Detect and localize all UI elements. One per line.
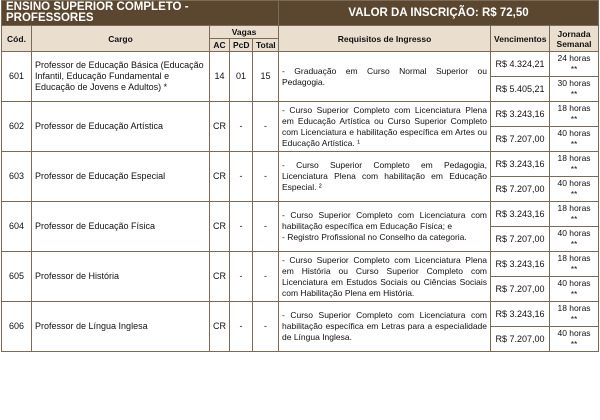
jornada-hours: 40 horas xyxy=(557,228,591,238)
cell-requisitos: - Curso Superior Completo com Licenciatura com habilitação específica em Letras para a especialidade de Língua Inglesa. xyxy=(279,302,491,352)
col-header-total: Total xyxy=(253,39,279,52)
col-header-jornada xyxy=(550,26,599,52)
cell-vencimento: R$ 4.324,21 xyxy=(491,52,550,77)
banner-row xyxy=(2,1,599,26)
jornada-hours: 40 horas xyxy=(557,178,591,188)
cell-cargo: Professor de Língua Inglesa xyxy=(32,302,210,352)
cell-vencimento: R$ 7.207,00 xyxy=(491,227,550,252)
cell-total: - xyxy=(253,152,279,202)
cell-ac: CR xyxy=(210,302,230,352)
jornada-note: ** xyxy=(570,214,578,224)
cell-cod: 601 xyxy=(2,52,32,102)
cell-pcd: - xyxy=(230,102,253,152)
cell-ac: 14 xyxy=(210,52,230,102)
registration-fee-title: VALOR DA INSCRIÇÃO: R$ 72,50 xyxy=(279,1,599,26)
cell-total: - xyxy=(253,202,279,252)
cell-cod: 602 xyxy=(2,102,32,152)
cell-cod: 603 xyxy=(2,152,32,202)
table-row xyxy=(2,102,599,127)
jornada-label-line1: Jornada xyxy=(557,28,591,39)
cell-pcd: - xyxy=(230,302,253,352)
cell-pcd: - xyxy=(230,252,253,302)
cell-vencimento: R$ 3.243,16 xyxy=(491,152,550,177)
table-row xyxy=(2,302,599,327)
jornada-hours: 40 horas xyxy=(557,328,591,338)
cell-vencimento: R$ 7.207,00 xyxy=(491,127,550,152)
jornada-note: ** xyxy=(570,64,578,74)
cell-vencimento: R$ 3.243,16 xyxy=(491,102,550,127)
cell-requisitos: - Graduação em Curso Normal Superior ou Pedagogia. xyxy=(279,52,491,102)
cell-ac: CR xyxy=(210,152,230,202)
section-title: ENSINO SUPERIOR COMPLETO - PROFESSORES xyxy=(2,1,279,26)
col-header-requisitos: Requisitos de Ingresso xyxy=(279,26,491,52)
cell-cargo: Professor de Educação Básica (Educação Infantil, Educação Fundamental e Educação de Jovens e Adultos) * xyxy=(32,52,210,102)
jornada-note: ** xyxy=(570,264,578,274)
cell-cod: 605 xyxy=(2,252,32,302)
jornada-note: ** xyxy=(570,239,578,249)
cell-cod: 606 xyxy=(2,302,32,352)
column-header-row xyxy=(2,26,599,39)
cell-ac: CR xyxy=(210,102,230,152)
cell-cargo: Professor de Educação Física xyxy=(32,202,210,252)
cell-jornada xyxy=(550,277,599,302)
jornada-note: ** xyxy=(570,314,578,324)
cell-vencimento: R$ 7.207,00 xyxy=(491,177,550,202)
jornada-label-line2: Semanal xyxy=(556,38,592,49)
cell-total: 15 xyxy=(253,52,279,102)
jornada-note: ** xyxy=(570,114,578,124)
cell-vencimento: R$ 7.207,00 xyxy=(491,327,550,352)
col-header-pcd: PcD xyxy=(230,39,253,52)
jornada-note: ** xyxy=(570,189,578,199)
jornada-hours: 40 horas xyxy=(557,278,591,288)
cell-requisitos xyxy=(279,202,491,252)
table-row xyxy=(2,252,599,277)
cell-vencimento: R$ 5.405,21 xyxy=(491,77,550,102)
cell-vencimento: R$ 3.243,16 xyxy=(491,302,550,327)
table-row xyxy=(2,152,599,177)
cell-jornada xyxy=(550,302,599,327)
cell-cargo: Professor de Educação Especial xyxy=(32,152,210,202)
jornada-note: ** xyxy=(570,164,578,174)
cell-jornada xyxy=(550,77,599,102)
jornada-hours: 40 horas xyxy=(557,128,591,138)
cell-requisitos: - Curso Superior Completo com Licenciatura Plena em Educação Artística ou Curso Superior Completo com Licenciatura e habilitação específica em Artes ou Educação Artística. ¹ xyxy=(279,102,491,152)
cell-jornada xyxy=(550,252,599,277)
cell-requisitos: - Curso Superior Completo com Licenciatura Plena em História ou Curso Superior Completo com Licenciatura em Estudos Sociais ou Ciências Sociais com Habilitação Plena em História. xyxy=(279,252,491,302)
cell-vencimento: R$ 7.207,00 xyxy=(491,277,550,302)
jornada-hours: 18 horas xyxy=(557,253,591,263)
cell-jornada xyxy=(550,127,599,152)
col-header-ac: AC xyxy=(210,39,230,52)
cell-jornada xyxy=(550,327,599,352)
cell-total: - xyxy=(253,252,279,302)
cell-jornada xyxy=(550,152,599,177)
jornada-note: ** xyxy=(570,289,578,299)
cell-cod: 604 xyxy=(2,202,32,252)
table-row xyxy=(2,202,599,227)
positions-table xyxy=(1,0,599,352)
cell-pcd: - xyxy=(230,152,253,202)
jornada-hours: 24 horas xyxy=(557,53,591,63)
cell-pcd: - xyxy=(230,202,253,252)
jornada-note: ** xyxy=(570,139,578,149)
jornada-note: ** xyxy=(570,339,578,349)
jornada-note: ** xyxy=(570,89,578,99)
cell-vencimento: R$ 3.243,16 xyxy=(491,202,550,227)
jornada-hours: 18 horas xyxy=(557,153,591,163)
jornada-hours: 18 horas xyxy=(557,103,591,113)
cell-total: - xyxy=(253,102,279,152)
jornada-hours: 18 horas xyxy=(557,203,591,213)
col-header-vencimentos: Vencimentos xyxy=(491,26,550,52)
requisito-line: - Registro Profissional no Conselho da categoria. xyxy=(282,232,467,242)
jornada-hours: 18 horas xyxy=(557,303,591,313)
col-header-cargo: Cargo xyxy=(32,26,210,52)
requisito-line: - Curso Superior Completo com Licenciatura com habilitação específica em Educação Física; e xyxy=(282,210,488,231)
cell-jornada xyxy=(550,52,599,77)
cell-ac: CR xyxy=(210,202,230,252)
cell-requisitos: - Curso Superior Completo em Pedagogia, Licenciatura Plena com habilitação em Educação Especial. ² xyxy=(279,152,491,202)
cell-jornada xyxy=(550,177,599,202)
cell-jornada xyxy=(550,102,599,127)
cell-ac: CR xyxy=(210,252,230,302)
cell-jornada xyxy=(550,202,599,227)
col-header-cod: Cód. xyxy=(2,26,32,52)
cell-cargo: Professor de História xyxy=(32,252,210,302)
cell-jornada xyxy=(550,227,599,252)
cell-pcd: 01 xyxy=(230,52,253,102)
col-header-vagas: Vagas xyxy=(210,26,279,39)
jornada-hours: 30 horas xyxy=(557,78,591,88)
cell-vencimento: R$ 3.243,16 xyxy=(491,252,550,277)
cell-cargo: Professor de Educação Artística xyxy=(32,102,210,152)
cell-total: - xyxy=(253,302,279,352)
table-row xyxy=(2,52,599,77)
